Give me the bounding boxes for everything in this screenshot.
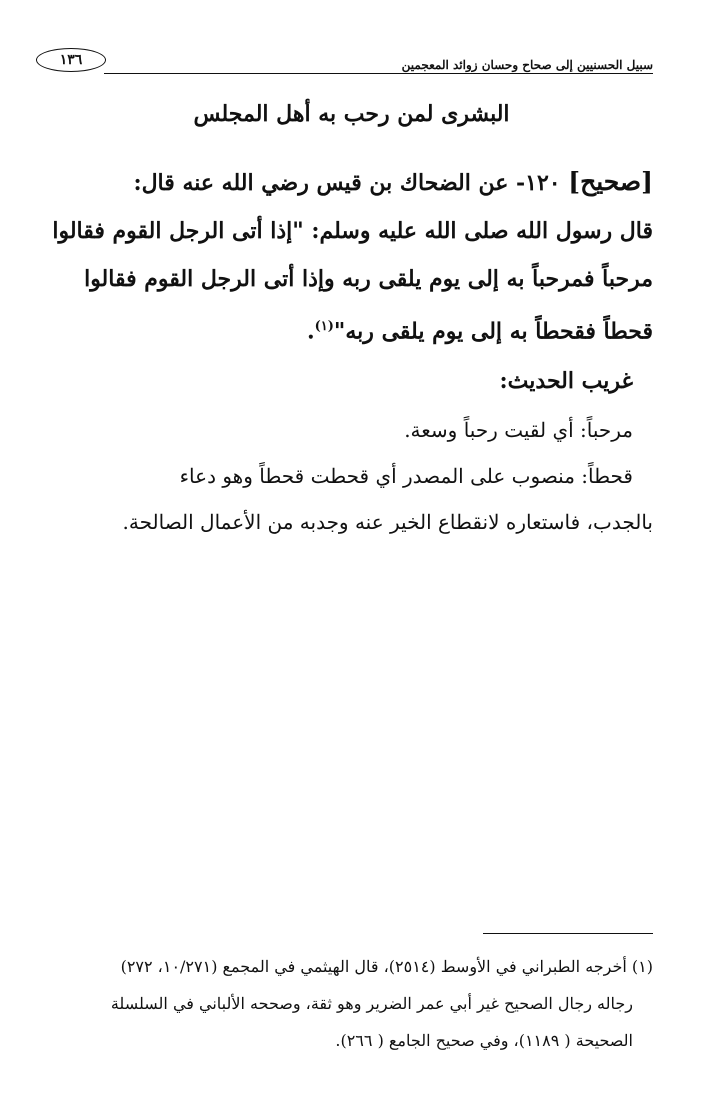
footnote-line-2: رجاله رجال الصحيح غير أبي عمر الضرير وهو ثقة، وصححه الألباني في السلسلة xyxy=(110,994,633,1013)
hadith-grade: [صحيح] xyxy=(568,167,653,196)
header-rule xyxy=(104,73,653,74)
hadith-end-mark: . xyxy=(306,318,315,345)
hadith-line-2: قال رسول الله صلى الله عليه وسلم: "إذا أتى الرجل القوم فقالوا xyxy=(52,218,653,244)
gloss-line-1: مرحباً: أي لقيت رحباً وسعة. xyxy=(404,418,633,443)
hadith-body xyxy=(46,158,653,545)
hadith-line-4-text: قحطاً فقحطاً به إلى يوم يلقى ربه" xyxy=(333,318,653,345)
footnote-line-3: الصحيحة ( ١١٨٩)، وفي صحيح الجامع ( ٢٦٦). xyxy=(335,1031,633,1050)
footnote-rule xyxy=(483,933,653,934)
hadith-line-4 xyxy=(46,303,653,355)
gloss-line-2: قحطاً: منصوب على المصدر أي قحطت قحطاً وهو دعاء xyxy=(179,464,633,489)
footnote-reference: (١) xyxy=(314,319,334,334)
hadith-line-1 xyxy=(46,158,653,207)
footnote-line-1: (١) أخرجه الطبراني في الأوسط (٢٥١٤)، قال الهيثمي في المجمع (١٠/٢٧١، ٢٧٢) xyxy=(120,957,653,976)
gloss-heading: غريب الحديث: xyxy=(499,368,633,395)
page-number xyxy=(36,48,106,72)
footnotes xyxy=(50,948,653,1059)
running-title: سبيل الحسنيين إلى صحاح وحسان زوائد المعجمين xyxy=(401,58,653,72)
chapter-title: البشرى لمن رحب به أهل المجلس xyxy=(193,101,510,127)
page-number-text: ١٣٦ xyxy=(59,52,83,68)
hadith-line-1-text: ١٢٠- عن الضحاك بن قيس رضي الله عنه قال: xyxy=(133,170,561,196)
hadith-line-3: مرحباً فمرحباً به إلى يوم يلقى ربه وإذا أتى الرجل القوم فقالوا xyxy=(84,266,653,292)
gloss-line-3: بالجدب، فاستعاره لانقطاع الخير عنه وجدبه من الأعمال الصالحة. xyxy=(122,510,653,535)
